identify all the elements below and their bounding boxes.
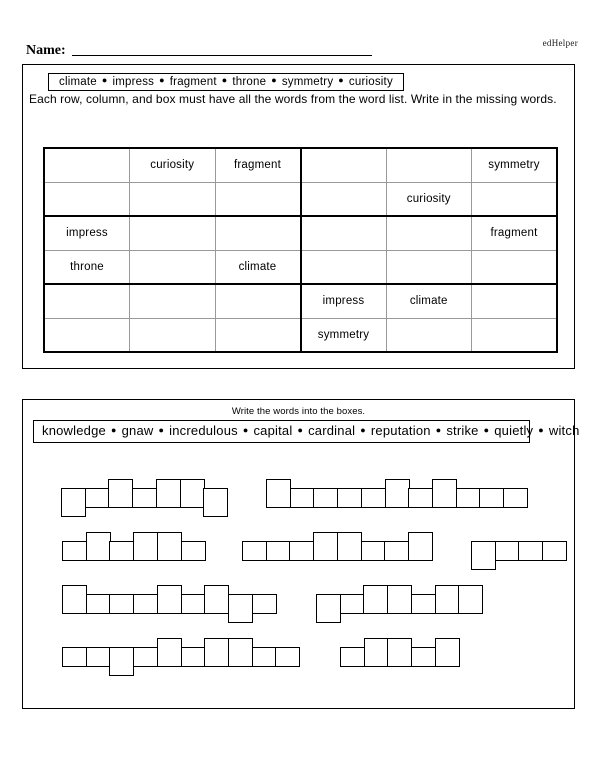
sudoku-given-cell[interactable]: fragment — [215, 148, 301, 182]
letter-box-tall[interactable] — [364, 638, 389, 667]
word-shape-rows — [23, 478, 574, 690]
letter-box-short[interactable] — [479, 488, 504, 508]
letter-box-tall[interactable] — [157, 585, 182, 614]
sudoku-given-cell[interactable]: throne — [44, 250, 130, 284]
sudoku-empty-cell[interactable] — [130, 216, 216, 250]
sudoku-empty-cell[interactable] — [215, 182, 301, 216]
word-shape-capital[interactable] — [61, 478, 227, 518]
shapes-bank-word: capital — [253, 423, 293, 438]
letter-box-desc[interactable] — [471, 541, 496, 570]
letter-box-tall[interactable] — [458, 585, 483, 614]
letter-box-short[interactable] — [411, 647, 436, 667]
sudoku-empty-cell[interactable] — [472, 318, 558, 352]
sudoku-given-cell[interactable]: impress — [44, 216, 130, 250]
bullet-separator-icon: ● — [297, 425, 304, 435]
sudoku-bank-word: throne — [232, 76, 267, 88]
letter-box-short[interactable] — [266, 541, 291, 561]
sudoku-given-cell[interactable]: fragment — [472, 216, 558, 250]
letter-box-short[interactable] — [181, 647, 206, 667]
letter-box-short[interactable] — [361, 488, 386, 508]
letter-box-short[interactable] — [109, 541, 134, 561]
bullet-separator-icon: ● — [483, 425, 490, 435]
letter-box-short[interactable] — [132, 488, 157, 508]
letter-box-tall[interactable] — [157, 532, 182, 561]
word-shape-cardinal[interactable] — [242, 531, 432, 571]
letter-box-short[interactable] — [340, 594, 365, 614]
sudoku-given-cell[interactable]: impress — [301, 284, 387, 318]
letter-box-short[interactable] — [242, 541, 267, 561]
bullet-separator-icon: ● — [158, 425, 165, 435]
sudoku-empty-cell[interactable] — [130, 284, 216, 318]
letter-box-short[interactable] — [411, 594, 436, 614]
letter-box-tall[interactable] — [108, 479, 133, 508]
sudoku-grid-body — [44, 148, 557, 352]
sudoku-bank-word: fragment — [169, 76, 217, 88]
shapes-bank-word: cardinal — [308, 423, 356, 438]
sudoku-bank-word: symmetry — [281, 76, 334, 88]
sudoku-empty-cell[interactable] — [215, 318, 301, 352]
sudoku-empty-cell[interactable] — [386, 216, 472, 250]
sudoku-given-cell[interactable]: climate — [215, 250, 301, 284]
sudoku-empty-cell[interactable] — [215, 216, 301, 250]
sudoku-row — [44, 318, 557, 352]
letter-box-tall[interactable] — [62, 585, 87, 614]
letter-box-tall[interactable] — [432, 479, 457, 508]
sudoku-empty-cell[interactable] — [130, 318, 216, 352]
letter-box-tall[interactable] — [266, 479, 291, 508]
sudoku-empty-cell[interactable] — [44, 318, 130, 352]
letter-box-tall[interactable] — [156, 479, 181, 508]
name-write-in-line[interactable] — [72, 55, 372, 56]
letter-box-short[interactable] — [495, 541, 520, 561]
letter-box-short[interactable] — [133, 594, 158, 614]
word-shape-strike[interactable] — [62, 531, 204, 571]
sudoku-bank-word: curiosity — [348, 76, 393, 88]
sudoku-empty-cell[interactable] — [472, 284, 558, 318]
letter-box-tall[interactable] — [387, 638, 412, 667]
letter-box-short[interactable] — [62, 541, 87, 561]
letter-box-tall[interactable] — [313, 532, 338, 561]
letter-box-desc[interactable] — [316, 594, 341, 623]
word-shapes-title: Write the words into the boxes. — [231, 406, 366, 417]
letter-box-short[interactable] — [275, 647, 300, 667]
sudoku-empty-cell[interactable] — [215, 284, 301, 318]
word-shape-row — [23, 478, 574, 531]
word-shape-row — [23, 637, 574, 690]
letter-box-short[interactable] — [289, 541, 314, 561]
sudoku-empty-cell[interactable] — [301, 250, 387, 284]
sudoku-empty-cell[interactable] — [301, 216, 387, 250]
name-label: Name: — [26, 43, 66, 58]
letter-box-tall[interactable] — [435, 585, 460, 614]
shapes-bank-word: knowledge — [42, 423, 106, 438]
sudoku-empty-cell[interactable] — [386, 318, 472, 352]
bullet-separator-icon: ● — [221, 75, 228, 85]
shapes-bank-word: quietly — [494, 423, 534, 438]
bullet-separator-icon: ● — [159, 75, 165, 85]
sudoku-row — [44, 284, 557, 318]
letter-box-short[interactable] — [518, 541, 543, 561]
letter-box-short[interactable] — [337, 488, 362, 508]
letter-box-short[interactable] — [133, 647, 158, 667]
bullet-separator-icon: ● — [242, 425, 249, 435]
sudoku-bank-word: impress — [112, 76, 155, 88]
sudoku-empty-cell[interactable] — [44, 148, 130, 182]
sudoku-row — [44, 182, 557, 216]
letter-box-tall[interactable] — [86, 532, 111, 561]
letter-box-tall[interactable] — [157, 638, 182, 667]
letter-box-short[interactable] — [340, 647, 365, 667]
letter-box-desc[interactable] — [109, 647, 134, 676]
letter-box-short[interactable] — [181, 541, 206, 561]
bullet-separator-icon: ● — [435, 425, 442, 435]
letter-box-tall[interactable] — [228, 638, 253, 667]
letter-box-desc[interactable] — [61, 488, 86, 517]
letter-box-short[interactable] — [86, 647, 111, 667]
letter-box-tall[interactable] — [385, 479, 410, 508]
letter-box-tall[interactable] — [387, 585, 412, 614]
bullet-separator-icon: ● — [538, 425, 544, 435]
sudoku-empty-cell[interactable] — [472, 250, 558, 284]
word-shape-knowledge[interactable] — [62, 584, 275, 624]
word-shape-row — [23, 531, 574, 584]
sudoku-row — [44, 250, 557, 284]
sudoku-bank-word: climate — [59, 76, 97, 88]
letter-box-short[interactable] — [252, 647, 277, 667]
bullet-separator-icon: ● — [271, 75, 277, 85]
letter-box-short[interactable] — [408, 488, 433, 508]
sudoku-given-cell[interactable]: curiosity — [130, 148, 216, 182]
edhelper-brand: edHelper — [542, 38, 578, 48]
sudoku-given-cell[interactable]: curiosity — [386, 182, 472, 216]
word-shape-quietly[interactable] — [316, 584, 482, 624]
sudoku-empty-cell[interactable] — [301, 182, 387, 216]
letter-box-tall[interactable] — [204, 638, 229, 667]
letter-box-tall[interactable] — [435, 638, 460, 667]
sudoku-empty-cell[interactable] — [386, 250, 472, 284]
sudoku-empty-cell[interactable] — [386, 148, 472, 182]
sudoku-empty-cell[interactable] — [130, 182, 216, 216]
sudoku-given-cell[interactable]: symmetry — [472, 148, 558, 182]
word-shape-witch[interactable] — [340, 637, 459, 677]
sudoku-instructions: Each row, column, and box must have all the words from the word list. Write in the missing words. — [29, 92, 557, 106]
sudoku-row — [44, 148, 557, 182]
shapes-bank-word: reputation — [370, 423, 431, 438]
letter-box-short[interactable] — [181, 594, 206, 614]
letter-box-short[interactable] — [109, 594, 134, 614]
letter-box-short[interactable] — [542, 541, 567, 561]
word-shape-reputation[interactable] — [62, 637, 299, 677]
letter-box-short[interactable] — [361, 541, 386, 561]
bullet-separator-icon: ● — [360, 425, 366, 435]
sudoku-empty-cell[interactable] — [301, 148, 387, 182]
bullet-separator-icon: ● — [101, 75, 108, 85]
letter-box-short[interactable] — [290, 488, 315, 508]
word-shapes-panel — [22, 399, 580, 709]
word-shape-row — [23, 584, 574, 637]
name-field-row — [26, 44, 372, 58]
letter-box-desc[interactable] — [228, 594, 253, 623]
shapes-bank-word: witch — [548, 423, 580, 438]
letter-box-short[interactable] — [62, 647, 87, 667]
letter-box-short[interactable] — [456, 488, 481, 508]
bullet-separator-icon: ● — [110, 425, 117, 435]
letter-box-tall[interactable] — [133, 532, 158, 561]
letter-box-desc[interactable] — [203, 488, 228, 517]
bullet-separator-icon: ● — [338, 75, 344, 85]
letter-box-tall[interactable] — [363, 585, 388, 614]
letter-box-short[interactable] — [252, 594, 277, 614]
sudoku-row — [44, 216, 557, 250]
word-shape-gnaw[interactable] — [471, 531, 566, 571]
sudoku-empty-cell[interactable] — [44, 182, 130, 216]
sudoku-empty-cell[interactable] — [472, 182, 558, 216]
sudoku-given-cell[interactable]: symmetry — [301, 318, 387, 352]
letter-box-tall[interactable] — [337, 532, 362, 561]
letter-box-short[interactable] — [313, 488, 338, 508]
letter-box-short[interactable] — [503, 488, 528, 508]
word-sudoku-grid[interactable] — [43, 147, 558, 353]
letter-box-tall[interactable] — [408, 532, 433, 561]
sudoku-given-cell[interactable]: climate — [386, 284, 472, 318]
letter-box-short[interactable] — [384, 541, 409, 561]
letter-box-tall[interactable] — [180, 479, 205, 508]
letter-box-tall[interactable] — [204, 585, 229, 614]
shapes-bank-word: incredulous — [169, 423, 238, 438]
sudoku-word-bank — [48, 73, 404, 91]
letter-box-short[interactable] — [85, 488, 110, 508]
sudoku-empty-cell[interactable] — [130, 250, 216, 284]
shapes-bank-word: gnaw — [121, 423, 154, 438]
word-sudoku-panel — [22, 64, 575, 369]
sudoku-empty-cell[interactable] — [44, 284, 130, 318]
letter-box-short[interactable] — [86, 594, 111, 614]
word-shape-incredulous[interactable] — [266, 478, 527, 518]
shapes-word-bank — [33, 420, 580, 443]
shapes-bank-word: strike — [446, 423, 479, 438]
